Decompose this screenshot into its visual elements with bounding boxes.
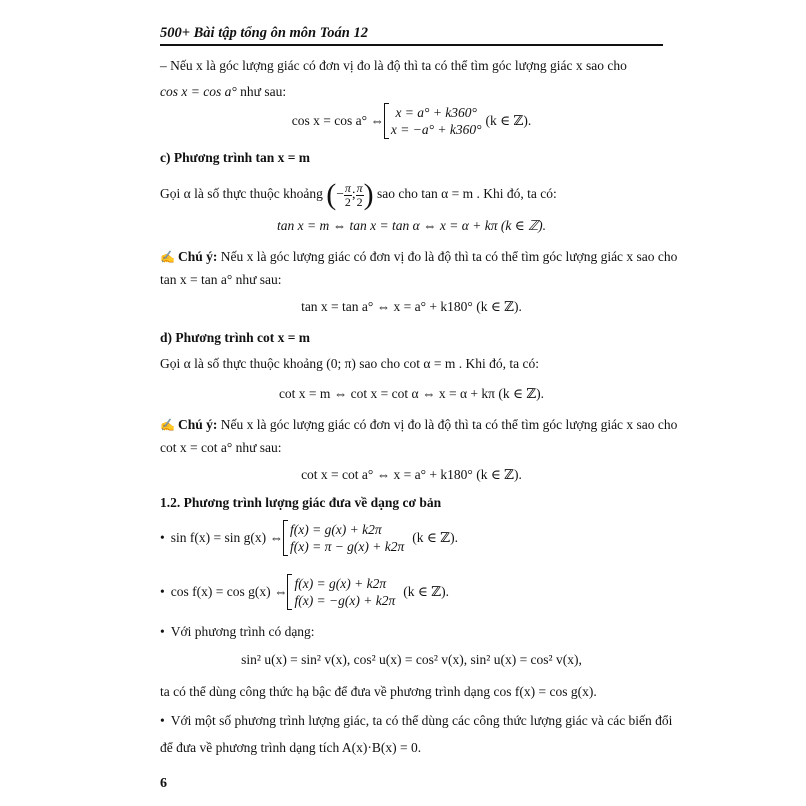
- section-d-heading: d) Phương trình cot x = m: [160, 330, 311, 345]
- intro-line-2: [160, 84, 663, 100]
- note-pencil-icon: ✍: [160, 418, 175, 432]
- paren-close: ): [363, 178, 374, 211]
- section-d-goi: Gọi α là số thực thuộc khoảng (0; π) sao cho cot α = m . Khi đó, ta có:: [160, 356, 539, 371]
- fraction-pi-2: $\frac{\pi}{2}$: [356, 180, 363, 209]
- sin-lhs: sin f(x) = sin g(x) ⇔: [170, 530, 283, 545]
- bullet-icon: •: [160, 713, 165, 728]
- section-c-goi: [160, 178, 663, 212]
- bullet-icon: •: [160, 530, 165, 545]
- note-pencil-icon: ✍: [160, 250, 175, 264]
- cos-system-line-1: f(x) = g(x) + k2π: [294, 576, 387, 591]
- minus-sign: −: [336, 186, 344, 202]
- cos-rhs: (k ∈ ℤ).: [403, 584, 449, 599]
- formula-rhs: (k ∈ ℤ).: [485, 113, 532, 128]
- bracket-icon: [283, 520, 288, 556]
- intro-line-1: – Nếu x là góc lượng giác có đơn vị đo là độ thì ta có thể tìm góc lượng giác x sao cho: [160, 58, 627, 73]
- tan-formula: tan x = m ⇔ tan x = tan α ⇔ x = α + kπ (k ∈ ℤ).: [277, 218, 546, 233]
- sin-system-line-1: f(x) = g(x) + k2π: [289, 522, 382, 537]
- ha-bac-line: ta có thể dùng công thức hạ bậc để đưa về phương trình dạng cos f(x) = cos g(x).: [160, 684, 597, 699]
- system-line-2: x = −a° + k360°: [390, 122, 482, 137]
- cot-degree-formula: cot x = cot a° ⇔ x = a° + k180° (k ∈ ℤ).: [301, 467, 522, 482]
- cos-degree-formula: [160, 103, 663, 139]
- bracket-icon: [287, 574, 292, 610]
- section-12-heading: 1.2. Phương trình lượng giác đưa về dạng cơ bản: [160, 495, 442, 510]
- cos-lhs: cos f(x) = cos g(x) ⇔: [170, 584, 288, 599]
- sin-equation-item: [160, 520, 663, 556]
- bullet-4-line-2: để đưa về phương trình dạng tích A(x)·B(x) = 0.: [160, 740, 422, 755]
- cos-equation-item: [160, 574, 663, 610]
- bullet-4: [160, 713, 673, 729]
- note-label: Chú ý:: [177, 417, 218, 432]
- separator: ;: [351, 186, 356, 202]
- page-number: 6: [160, 776, 167, 791]
- section-d-note-line2: cot x = cot a° như sau:: [160, 440, 282, 455]
- page-header: [160, 24, 663, 46]
- cos-system-line-2: f(x) = −g(x) + k2π: [294, 593, 396, 608]
- section-c-note-line2: tan x = tan a° như sau:: [160, 272, 282, 287]
- intro-text: như sau:: [236, 84, 287, 99]
- note-label: Chú ý:: [177, 249, 218, 264]
- cot-formula: cot x = m ⇔ cot x = cot α ⇔ x = α + kπ (k ∈ ℤ).: [278, 386, 545, 401]
- squares-formula: sin² u(x) = sin² v(x), cos² u(x) = cos² v(x), sin² u(x) = cos² v(x),: [241, 652, 582, 667]
- goi-prefix: Gọi α là số thực thuộc khoảng: [160, 186, 323, 202]
- goi-suffix: sao cho tan α = m . Khi đó, ta có:: [377, 186, 557, 202]
- bullet-4-text: Với một số phương trình lượng giác, ta có thể dùng các công thức lượng giác và các biến đổi: [170, 713, 673, 728]
- section-c-note: [160, 249, 678, 265]
- formula-lhs: cos x = cos a° ⇔: [291, 113, 384, 128]
- bullet-3: [160, 624, 663, 640]
- sin-rhs: (k ∈ ℤ).: [412, 530, 459, 545]
- paren-open: (: [326, 178, 337, 211]
- sin-system-line-2: f(x) = π − g(x) + k2π: [289, 539, 405, 554]
- note-text: Nếu x là góc lượng giác có đơn vị đo là độ thì ta có thể tìm góc lượng giác x sao cho: [217, 249, 678, 264]
- book-title: 500+ Bài tập tổng ôn môn Toán 12: [160, 25, 368, 41]
- bullet-icon: •: [160, 584, 165, 599]
- fraction-pi-2: $\frac{\pi}{2}$: [344, 180, 351, 209]
- section-c-heading: c) Phương trình tan x = m: [160, 150, 311, 165]
- bullet-3-text: Với phương trình có dạng:: [170, 624, 315, 639]
- system-line-1: x = a° + k360°: [395, 105, 477, 120]
- section-d-note: [160, 417, 678, 433]
- bracket-icon: [384, 103, 389, 139]
- bullet-icon: •: [160, 624, 165, 639]
- tan-degree-formula: tan x = tan a° ⇔ x = a° + k180° (k ∈ ℤ).: [301, 299, 522, 314]
- intro-math: cos x = cos a°: [160, 84, 237, 99]
- note-text: Nếu x là góc lượng giác có đơn vị đo là độ thì ta có thể tìm góc lượng giác x sao cho: [217, 417, 678, 432]
